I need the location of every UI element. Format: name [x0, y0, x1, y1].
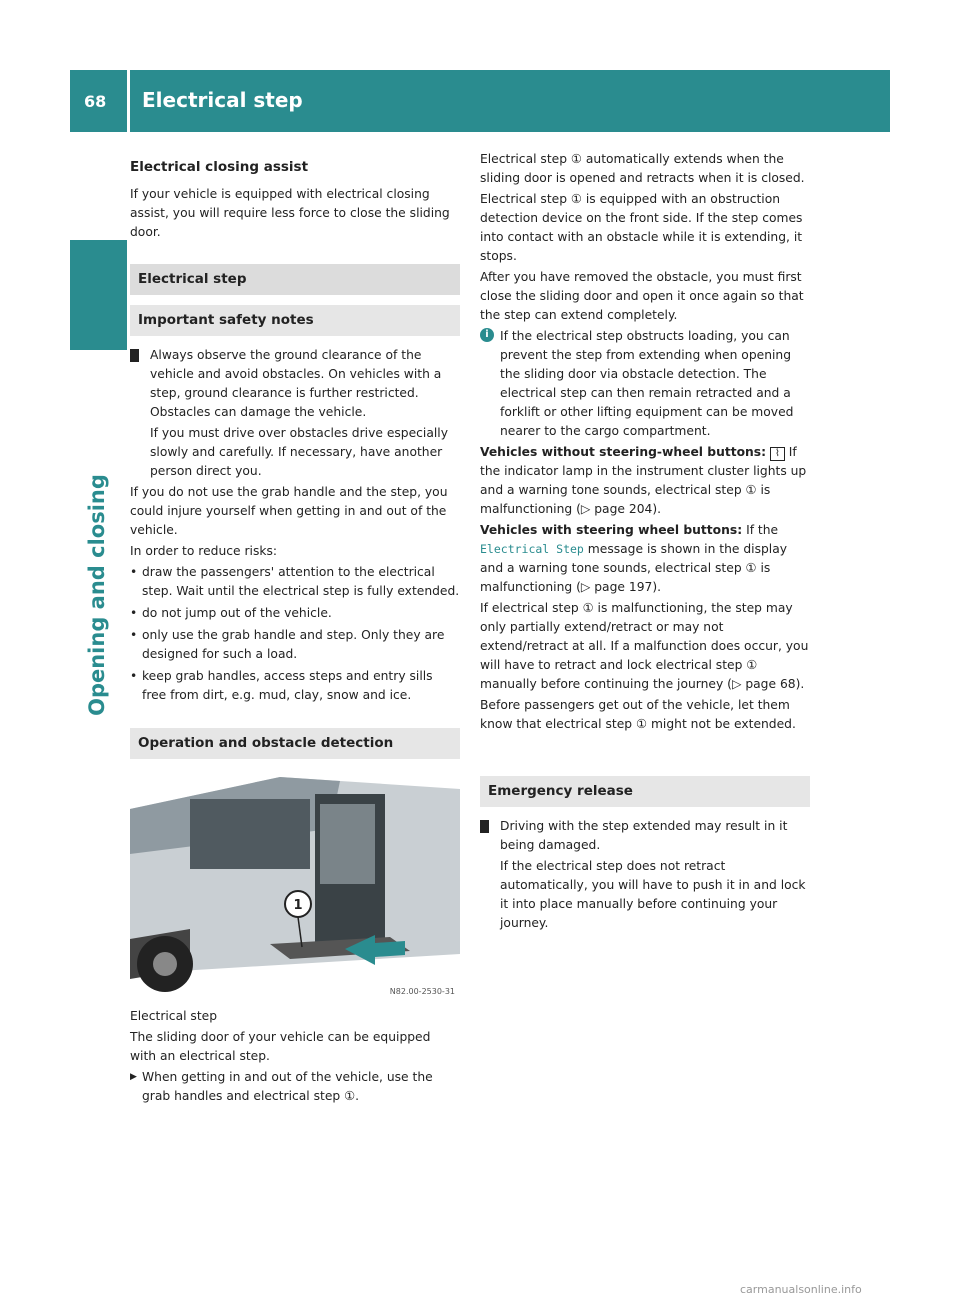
warning-icon [480, 820, 489, 833]
van-illustration [130, 769, 460, 999]
paragraph: The sliding door of your vehicle can be equipped with an electrical step. [130, 1030, 431, 1063]
page-header [70, 70, 890, 132]
info-icon: i [480, 328, 494, 342]
warning-icon [130, 349, 139, 362]
info-note: i If the electrical step obstructs loading, you can prevent the step from extending when opening the sliding door via obstacle detection. The electrical step can then remain retracted and a forklift or other lifting equipment can be moved nearer to the cargo compartment. [480, 327, 810, 441]
list-item: • only use the grab handle and step. Only they are designed for such a load. [130, 626, 460, 664]
page-title: Electrical step [142, 88, 303, 112]
figure-code: N82.00-2530-31 [389, 987, 455, 996]
watermark: carmanualsonline.info [740, 1283, 862, 1296]
heading-safety-notes: Important safety notes [130, 305, 460, 336]
action-step: ▶ When getting in and out of the vehicle, use the grab handles and electrical step ①. [130, 1068, 460, 1106]
paragraph: Vehicles with steering wheel buttons: If the Electrical Step message is shown in the display and a warning tone sounds, electrical step ① is malfunctioning (▷ page 197). [480, 523, 788, 594]
warning-note: Driving with the step extended may result in it being damaged. If the electrical step does not retract automatically, you will have to push it in and lock it into place manually before continuing your journey. [480, 817, 810, 933]
callout-number: 1 [293, 898, 303, 913]
paragraph: Electrical step ① is equipped with an obstruction detection device on the front side. If the step comes into contact with an obstacle while it is extending, it stops. [480, 192, 803, 263]
paragraph: If you do not use the grab handle and the step, you could injure yourself when getting in and out of the vehicle. [130, 485, 448, 537]
display-message: Electrical Step [480, 542, 584, 556]
figure-caption: Electrical step [130, 1009, 218, 1023]
heading-operation: Operation and obstacle detection [130, 728, 460, 759]
paragraph: Electrical step ① automatically extends when the sliding door is opened and retracts when it is closed. [480, 152, 805, 185]
heading-closing-assist: Electrical closing assist [130, 159, 309, 175]
paragraph: If electrical step ① is malfunctioning, the step may only partially extend/retract or may not extend/retract at all. If a malfunction does occur, you will have to retract and lock electrical step ① manually before continuing the journey (▷ page 68). [480, 601, 809, 691]
left-column [130, 150, 460, 1108]
page-number: 68 [84, 92, 107, 111]
paragraph: Before passengers get out of the vehicle, let them know that electrical step ① might not be extended. [480, 698, 796, 731]
risk-list [130, 563, 460, 705]
paragraph: In order to reduce risks: [130, 544, 278, 558]
section-heading-electrical-step: Electrical step [130, 264, 460, 295]
header-divider [127, 70, 130, 132]
side-tab-marker [70, 240, 127, 350]
electrical-step-illustration [130, 769, 460, 999]
list-item: • do not jump out of the vehicle. [130, 604, 460, 623]
heading-emergency-release: Emergency release [480, 776, 810, 807]
right-column [480, 150, 810, 935]
list-item: • keep grab handles, access steps and entry sills free from dirt, e.g. mud, clay, snow and ice. [130, 667, 460, 705]
paragraph: After you have removed the obstacle, you must first close the sliding door and open it once again so that the step can extend completely. [480, 270, 804, 322]
indicator-lamp-icon: ⌇ [770, 447, 785, 461]
list-item: • draw the passengers' attention to the electrical step. Wait until the electrical step is fully extended. [130, 563, 460, 601]
side-tab-label: Opening and closing [85, 474, 109, 716]
paragraph: If your vehicle is equipped with electrical closing assist, you will require less force to close the sliding door. [130, 187, 450, 239]
warning-note: Always observe the ground clearance of the vehicle and avoid obstacles. On vehicles with a step, ground clearance is further restricted. Obstacles can damage the vehicle. If you must drive over obstacles drive especially slowly and carefully. If necessary, have another person direct you. [130, 346, 460, 481]
paragraph: Vehicles without steering-wheel buttons: ⌇ If the indicator lamp in the instrument cluster lights up and a warning tone sounds, electrical step ① is malfunctioning (▷ page 204). [480, 445, 807, 516]
